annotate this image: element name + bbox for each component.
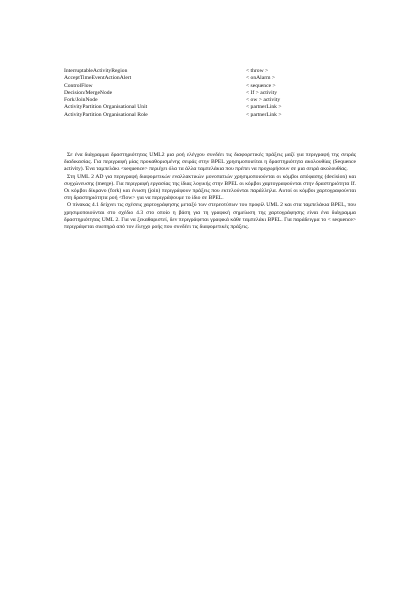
paragraph-table-reference: Ο πίνακας 4.1 δείχνει τις σχέσεις χαρτογράφησης μεταξύ των στερεοτύπων του προφίλ UML 2 και στα ταμπελάκια BPEL, που χρησιμοποιούνται στο σχέδιο 4.3 στο οποίο η βάση για τη γραφική σημείωση της χαρτογράφησης είναι ένα διάγραμμα δραστηριότητας UML 2. Για να ξεκαθαριστεί, δεν περιγράφεται γραφικά κάθε ταμπελάκι BPEL. Για παράδειγμα το < sequence> περιγράφεται σιωπηρά από τον έλεγχο ροής που συνδέει τις διαφορετικές πράξεις. — [64, 202, 356, 231]
mapping-row — [64, 104, 364, 111]
mapping-row — [64, 90, 364, 97]
uml-element: Fork/JoinNode — [64, 97, 98, 104]
mapping-row — [64, 83, 364, 90]
bpel-element: < partnerLink > — [246, 104, 282, 111]
bpel-element: < If > activity — [246, 89, 278, 96]
mapping-row — [64, 97, 364, 104]
mapping-row — [64, 112, 364, 119]
uml-element: InterruptableActivityRegion — [64, 68, 128, 74]
mapping-row — [64, 75, 364, 82]
bpel-element: < ow > activity — [246, 97, 281, 104]
paragraph-decision-fork: Στη UML 2 AD για περιγραφή διαφορετικών εναλλακτικών μονοπατιών χρησιμοποιούνται οι κόμβοι απόφασης (decision) και συγχώνευσης (merge). Για περιγραφή εργασίας της ίδιας λογικής στην BPEL οι κόμβοι χαρτογραφούνται στην δραστηριότητα If. Οι κόμβοι δίκρανο (fork) και ένωση (join) περιγράφουν πράξεις που εκτελούνται παράλληλα. Αυτοί οι κόμβοι χαρτογραφούνται στη δραστηριότητα ροή <flow> για να περιγράψουμε το ίδιο σε BPEL. — [64, 173, 356, 202]
bpel-element: < onAlarm > — [246, 75, 275, 82]
bpel-element: < partnerLink > — [246, 111, 282, 118]
mapping-row — [64, 68, 364, 75]
uml-element: ControlFlow — [64, 82, 93, 89]
uml-element: AcceptTimeEventActionAlert — [64, 75, 132, 82]
body-text — [64, 152, 356, 231]
uml-element: Decision/MergeNode — [64, 89, 113, 96]
paragraph-control-flow: Σε ένα διάγραμμα δραστηριότητας UML2 μια ροή ελέγχου συνδέει τις διαφορετικές πράξεις μαζί για περιγραφή της σειράς διαδικασίας. Για περιγραφή μίας προκαθορισμένης σειράς στην BPEL χρησιμοποιείται η δραστηριότητα ακολουθίας (Sequence activity). Ένα ταμπελάκι <sequence> περιέχει όλα τα άλλα ταμπελάκια που πρέπει να προχωρήσουν σε μια σειρά ακολουθίας. — [64, 152, 356, 173]
uml-element: ActivityPartition Organisational Role — [64, 111, 148, 118]
bpel-element: < sequence > — [246, 82, 276, 89]
mapping-list — [64, 68, 364, 119]
bpel-element: < throw > — [246, 68, 269, 74]
uml-element: ActivityPartition Organisational Unit — [64, 104, 148, 111]
